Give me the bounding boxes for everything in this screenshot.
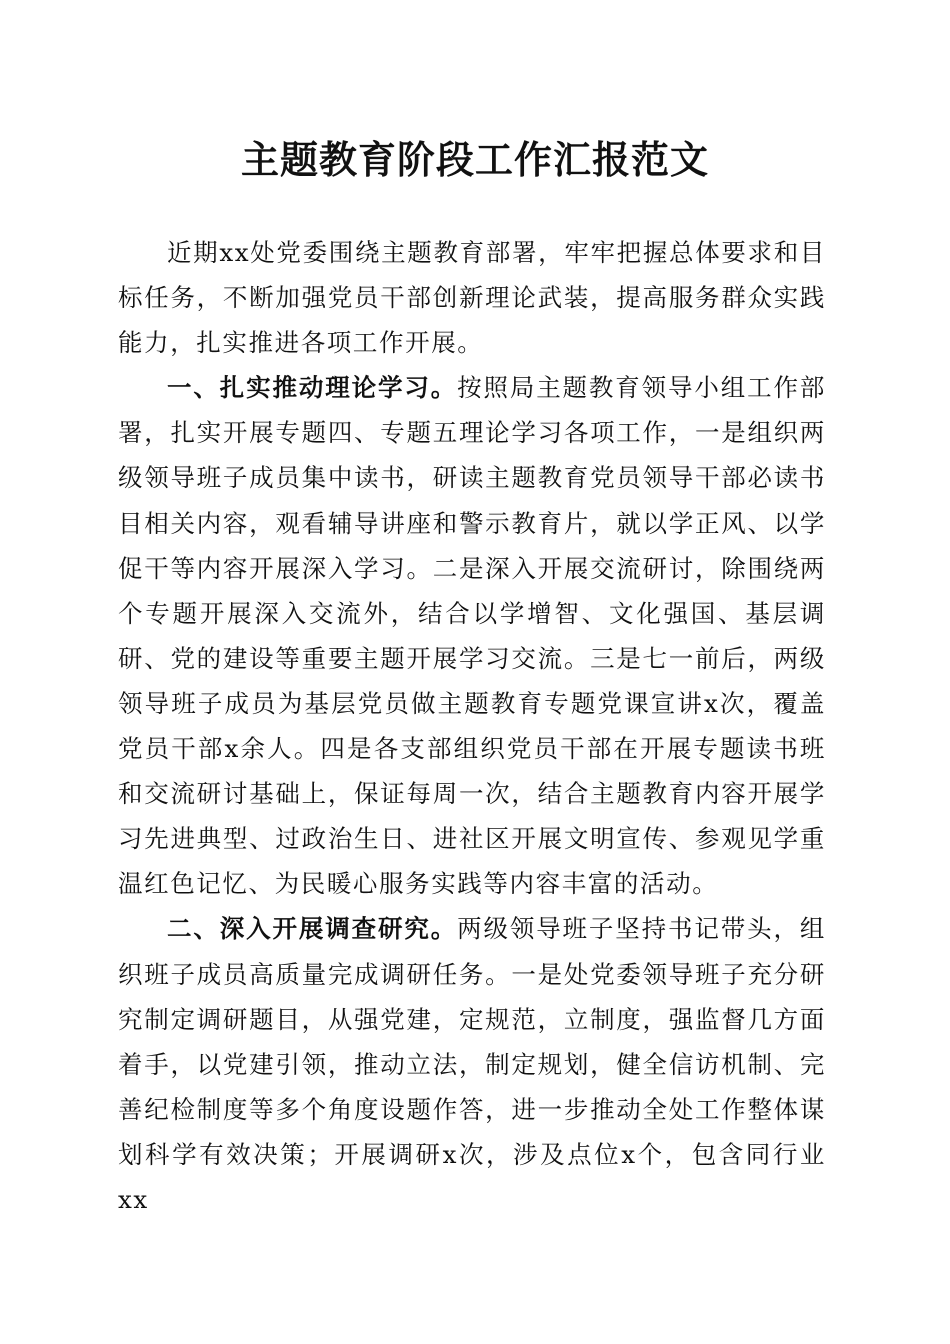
document-body [118,230,826,1222]
section-paragraph-2 [118,906,826,1222]
section-heading-2: 二、深入开展调查研究。 [167,914,458,944]
document-title: 主题教育阶段工作汇报范文 [240,137,709,182]
section-paragraph-1 [118,365,826,906]
section-text-1: 按照局主题教育领导小组工作部署，扎实开展专题四、专题五理论学习各项工作，一是组织两级领导班子成员集中读书，研读主题教育党员领导干部必读书目相关内容，观看辅导讲座和警示教育片，就以学正风、以学促干等内容开展深入学习。二是深入开展交流研讨，除围绕两个专题开展深入交流外，结合以学增智、文化强国、基层调研、党的建设等重要主题开展学习交流。三是七一前后，两级领导班子成员为基层党员做主题教育专题党课宣讲x次，覆盖党员干部x余人。四是各支部组织党员干部在开展专题读书班和交流研讨基础上，保证每周一次，结合主题教育内容开展学习先进典型、过政治生日、进社区开展文明宣传、参观见学重温红色记忆、为民暖心服务实践等内容丰富的活动。 [118,373,826,899]
section-text-2: 两级领导班子坚持书记带头，组织班子成员高质量完成调研任务。一是处党委领导班子充分研究制定调研题目，从强党建，定规范，立制度，强监督几方面着手，以党建引领，推动立法，制定规划，健全信访机制、完善纪检制度等多个角度设题作答，进一步推动全处工作整体谋划科学有效决策；开展调研x次，涉及点位x个，包含同行业xx [118,914,826,1214]
section-heading-1: 一、扎实推动理论学习。 [167,373,458,403]
intro-paragraph: 近期xx处党委围绕主题教育部署，牢牢把握总体要求和目标任务，不断加强党员干部创新理论武装，提高服务群众实践能力，扎实推进各项工作开展。 [118,238,826,358]
